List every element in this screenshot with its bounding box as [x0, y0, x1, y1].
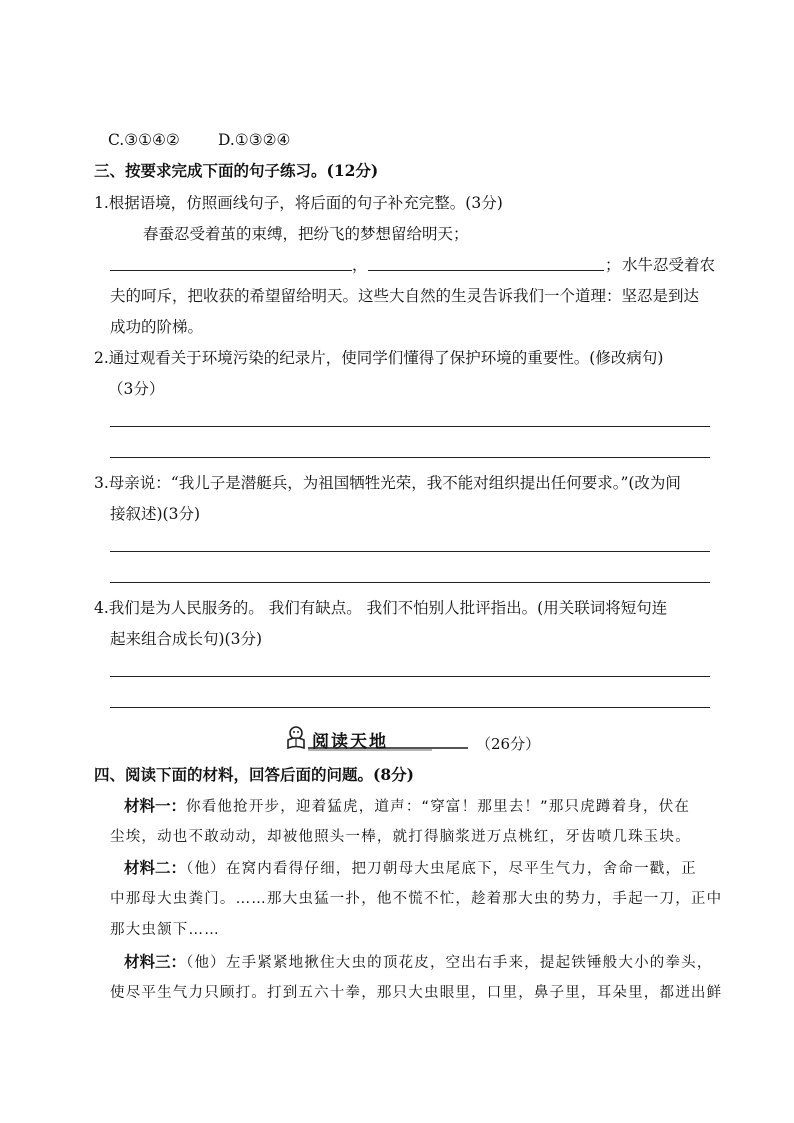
- q2-answer-line-2[interactable]: [110, 457, 710, 458]
- material-3-label: 材料三：: [124, 952, 187, 971]
- q1-sep-comma: ，: [352, 256, 368, 274]
- q1-line3: 成功的阶梯。: [110, 318, 204, 336]
- material-2-line2: 中那母大虫粪门。……那大虫猛一扑，他不慌不忙，趁着那大虫的势力，手起一刀，正中: [110, 891, 723, 907]
- q1-tail: 水牛忍受着农: [622, 256, 716, 274]
- material-2-text: （他）在窝内看得仔细，把刀朝母大虫尾底下，尽平生气力，舍命一戳，正: [186, 861, 697, 877]
- material-3-text: （他）左手紧紧地揪住大虫的顶花皮，空出右手来，提起铁锤般大小的拳头，: [186, 955, 713, 971]
- q4-answer-line-1[interactable]: [110, 676, 710, 677]
- material-2-line3: 那大虫颔下……: [110, 922, 220, 938]
- q2-line1: 2.通过观看关于环境污染的纪录片，使同学们懂得了保护环境的重要性。(修改病句): [94, 349, 664, 367]
- q3-answer-line-1[interactable]: [110, 551, 710, 552]
- material-1-text: 你看他抢开步，迎着猛虎，道声：“穿富！那里去！”那只虎蹲着身，伏在: [186, 799, 691, 815]
- material-2-line1: [124, 858, 697, 879]
- reading-banner-title: 阅读天地: [312, 732, 388, 752]
- material-1-line1: [124, 796, 690, 817]
- q4-line2: 起来组合成长句)(3分): [110, 630, 263, 648]
- option-d: D.①③②④: [218, 131, 291, 149]
- q3-line1: 3.母亲说：“我儿子是潜艇兵，为祖国牺牲光荣，我不能对组织提出任何要求。”(改为间: [94, 474, 681, 492]
- q1-line2: 夫的呵斥，把收获的希望留给明天。这些大自然的生灵告诉我们一个道理：坚忍是到达: [110, 287, 700, 305]
- material-3-line1: [124, 952, 713, 973]
- q4-answer-line-2[interactable]: [110, 707, 710, 708]
- material-1-line2: 尘埃，动也不敢动动，却被他照头一棒，就打得脑浆迸万点桃红，牙齿喷几珠玉块。: [110, 829, 691, 845]
- material-2-label: 材料二：: [124, 858, 187, 877]
- q1-prompt: 1.根据语境，仿照画线句子，将后面的句子补充完整。(3分): [94, 194, 503, 212]
- reading-banner: [282, 724, 472, 754]
- material-3-line2: 使尽平生气力只顾打。打到五六十拳，那只大虫眼里，口里，鼻子里，耳朵里，都迸出鲜: [110, 985, 723, 1001]
- q1-blank-2[interactable]: [368, 270, 604, 271]
- option-c: C.③①④②: [108, 131, 180, 149]
- q3-line2: 接叙述)(3分): [110, 505, 201, 523]
- q2-answer-line-1[interactable]: [110, 426, 710, 427]
- q2-line2: （3分）: [108, 380, 165, 398]
- q3-answer-line-2[interactable]: [110, 582, 710, 583]
- section3-heading: 三、按要求完成下面的句子练习。(12分): [94, 161, 379, 180]
- q1-example: 春蚕忍受着茧的束缚，把纷飞的梦想留给明天；: [143, 225, 469, 243]
- reading-banner-score: （26分）: [476, 735, 541, 753]
- material-1-label: 材料一：: [124, 796, 187, 815]
- section4-heading: 四、阅读下面的材料，回答后面的问题。(8分): [94, 765, 414, 784]
- q1-sep-semicolon: ；: [605, 256, 621, 274]
- q1-blank-1[interactable]: [110, 270, 352, 271]
- q4-line1: 4.我们是为人民服务的。 我们有缺点。 我们不怕别人批评指出。(用关联词将短句连: [94, 599, 668, 617]
